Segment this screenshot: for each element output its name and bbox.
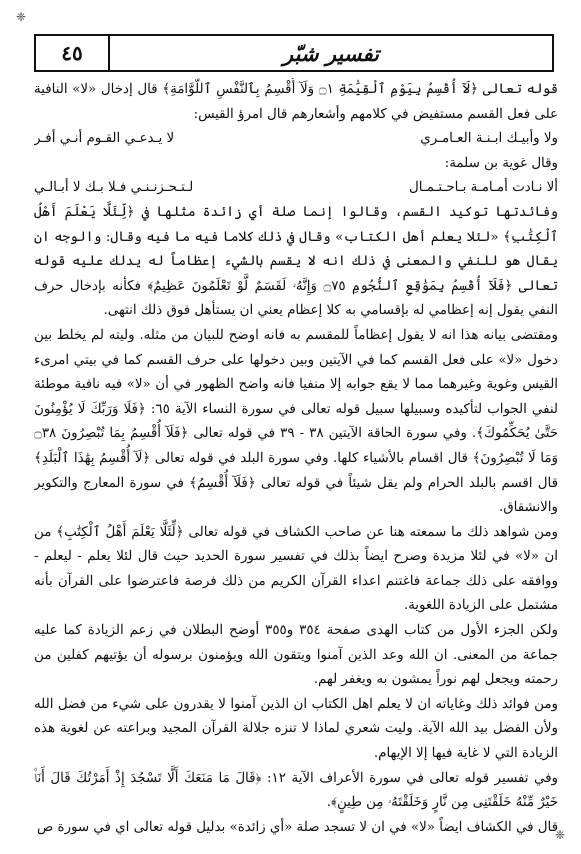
running-title: تفسير شبّر	[283, 40, 379, 66]
verse-hemistich: لـتـحـزنـنـي فـلا بـك لا أبـالـي	[34, 180, 194, 196]
paragraph: ومن شواهد ذلك ما سمعته هنا عن صاحب الكشاف في قوله تعالى ﴿لِّئَلَّا يَعْلَمَ أَهْلُ ٱلْكِتَٰبِ﴾ من ان «لا» في لئلا مزيدة وصرح ايضاً بذلك في تفسير سورة الحديد حيث قال لئلا يعلم - ليعلم - ووافقه على ذلك جماعة فاغتنم اعداء القرآن الكريم من ذلك فرصة فاعترضوا على القرآن بأنه مشتمل على الزيادة اللغوية.	[34, 524, 558, 614]
verse-hemistich: ألا نـادت أمـامـة بـاحـتـمـال	[409, 180, 558, 196]
paragraph: قال في الكشاف ايضاً «لا» في ان لا تسجد صلة «أي زائدة» بدليل قوله تعالى اي في سورة ص	[37, 819, 558, 835]
page-number: ٤٥	[36, 36, 110, 70]
paragraph: ومن فوائد ذلك وغاياته ان لا يعلم اهل الكتاب ان الذين آمنوا لا يقدرون على شيء من فضل الله ولأن الفضل بيد الله الآية. وليت شعري لماذا لا تنزه جلالة القرآن المجيد وبراعته عن لغوية هذه الزيادة التي لا غاية فيها إلا الإيهام.	[34, 696, 558, 762]
paragraph: وقال غوية بن سلمة:	[444, 155, 558, 171]
book-page	[10, 8, 571, 846]
body-text	[34, 78, 558, 838]
poem-verse	[34, 176, 558, 201]
verse-hemistich: ولا وأبيـك ابـنـة العـامـري	[420, 131, 558, 147]
poem-verse	[34, 127, 558, 152]
corner-ornament-icon: ❈	[554, 828, 566, 842]
paragraph: ومقتضى بيانه هذا انه لا يقول إعظاماً للمقسم به فانه اوضح للبيان من مثله. وليته لم يخلط بين دخول «لا» على فعل القسم كما في الآيتين وبين دخولها على حرف القسم كما في بيتي امرىء القيس وغوية وغيرهما مما لا يقع جوابه إلا منفيا فانه واضح الظهور في أن «لا» فيه نافية موطئة لنفي الجواب لتأكيده وسبيلها سبيل قوله تعالى في سورة النساء الآية ٦٥: ﴿فَلَا وَرَبِّكَ لَا يُؤْمِنُونَ حَتَّىٰ يُحَكِّمُوكَ﴾. وفي سورة الحاقة الآيتين ٣٨ - ٣٩ في قوله تعالى ﴿فَلَآ أُقْسِمُ بِمَا تُبْصِرُونَ ۝٣٨ وَمَا لَا تُبْصِرُونَ﴾ قال اقسام بالأشياء كلها. وفي سورة البلد في قوله تعالى ﴿لَآ أُقْسِمُ بِهَٰذَا ٱلْبَلَدِ﴾ قال اقسم بالبلد الحرام ولم يقل شيئاً في قوله تعالى ﴿فَلَآ أُقْسِمُ﴾ في سورة المعارج والتكوير والانشقاق.	[34, 327, 558, 516]
paragraph: وفائدتها توكيد القسم، وقالوا إنما صلة أي زائدة مثلها في ﴿لِّئَلَّا يَعْلَمَ أَهْلُ ٱلْكِتَٰبِ﴾ «لئلا يعلم أهل الكتاب» وقال في ذلك كلاما فيه ما فيه وقال: والوجه ان يقال هو للنفي والمعنى في ذلك انه لا يقسم بالشيء إعظاماً له يدلك عليه قوله تعالى ﴿فَلَآ أُقْسِمُ بِمَوَٰقِعِ ٱلنُّجُومِ ۝٧٥ وَإِنَّهُۥ لَقَسَمٌ لَّوْ تَعْلَمُونَ عَظِيمٌ﴾ فكأنه بإدخال حرف النفي يقول إنه إعظامي له بإقسامي به كلا إعظام يعني ان يستأهل فوق ذلك انتهى.	[34, 204, 558, 319]
paragraph: قوله تعالى ﴿لَآ أُقْسِمُ بِيَوْمِ ٱلْقِيَٰمَةِ ۝١ وَلَآ أُقْسِمُ بِٱلنَّفْسِ ٱللَّوَّامَةِ﴾ قال إدخال «لا» النافية على فعل القسم مستفيض في كلامهم وأشعارهم قال امرؤ القيس:	[34, 82, 558, 122]
paragraph: ولكن الجزء الأول من كتاب الهدى صفحة ٣٥٤ و٣٥٥ أوضح البطلان في زعم الزيادة كما عليه جماعة من المعنى. ان الله وعد الذين آمنوا ويتقون الله ويؤمنون برسوله أن يؤتيهم كفلين من رحمته ويجعل لهم نوراً يمشون به ويغفر لهم.	[34, 623, 558, 688]
verse-hemistich: لا يـدعـي القـوم أنـي أفـر	[34, 131, 175, 147]
corner-ornament-icon: ❈	[15, 10, 27, 24]
paragraph: وفي تفسير قوله تعالى في سورة الأعراف الآية ١٢: ﴿قَالَ مَا مَنَعَكَ أَلَّا تَسْجُدَ إِذْ أَمَرْتُكَ قَالَ أَنَا۠ خَيْرٌ مِّنْهُ خَلَقْتَنِى مِن نَّارٍ وَخَلَقْتَهُۥ مِن طِينٍ﴾.	[34, 770, 558, 811]
page-header	[34, 34, 554, 72]
